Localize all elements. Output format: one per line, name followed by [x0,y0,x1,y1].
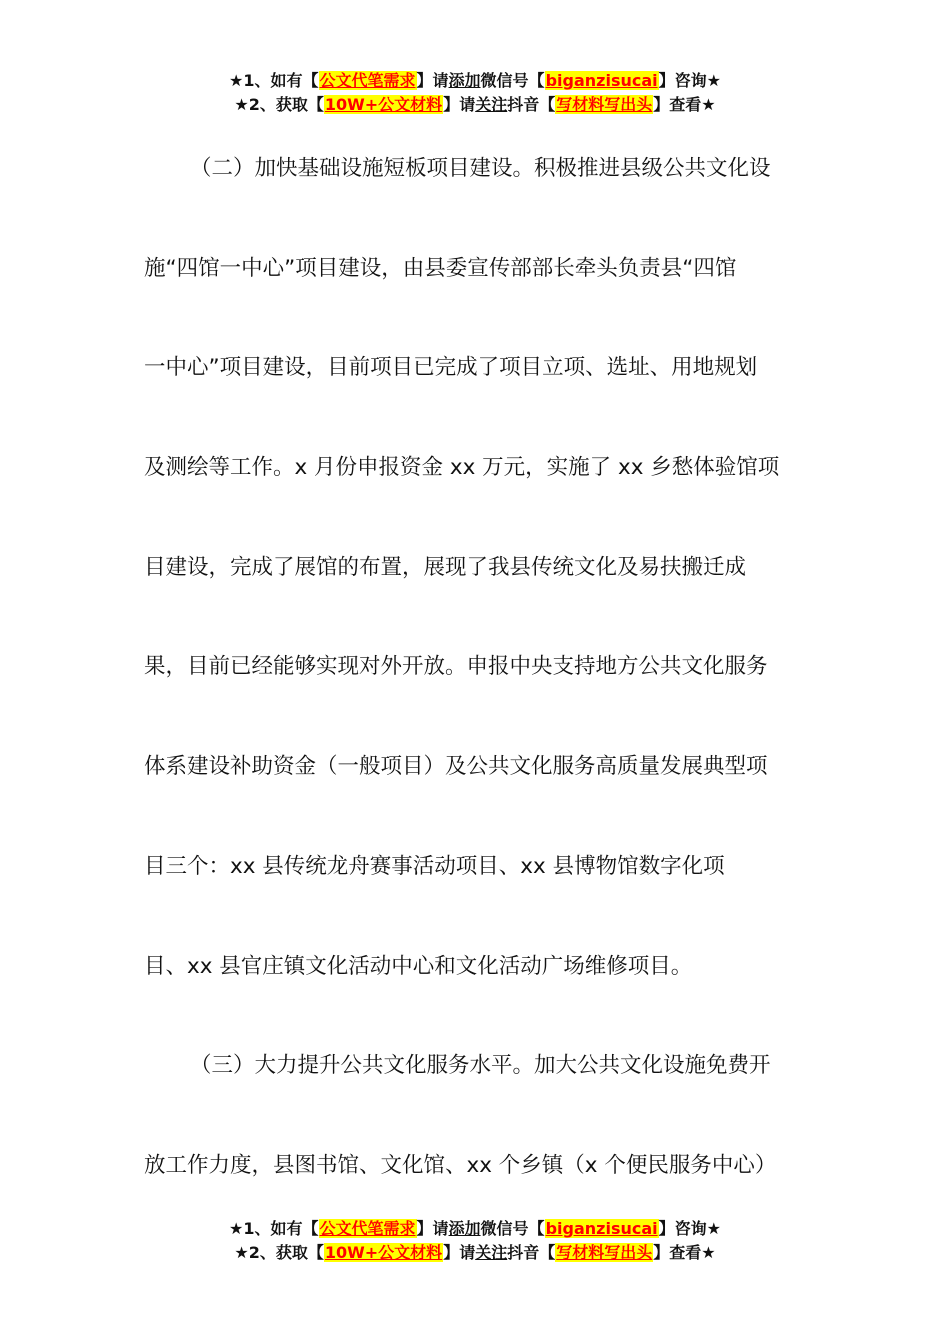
highlight-wechat-id: biganzisucai [545,1219,658,1238]
document-body [144,119,794,1216]
paragraph-line: 施“四馆一中心”项目建设，由县委宣传部部长牵头负责县“四馆 [144,255,737,281]
paragraph-line: （三）大力提升公共文化服务水平。加大公共文化设施免费开 [190,1053,771,1079]
highlight-douyin-account: 写材料写出头 [556,1243,653,1262]
banner-line-1: ★1、如有【公文代笔需求】请添加微信号【biganzisucai】咨询★ [229,71,721,90]
banner-line-1: ★1、如有【公文代笔需求】请添加微信号【biganzisucai】咨询★ [229,1219,721,1238]
paragraph-line: 及测绘等工作。x 月份申报资金 xx 万元，实施了 xx 乡愁体验馆项 [144,455,780,481]
highlight-materials: 10W+公文材料 [324,1243,443,1262]
highlight-materials: 10W+公文材料 [324,95,443,114]
paragraph-line: 目三个：xx 县传统龙舟赛事活动项目、xx 县博物馆数字化项 [144,853,725,879]
star-icon: ★ [701,95,716,114]
paragraph-line: 放工作力度，县图书馆、文化馆、xx 个乡镇（x 个便民服务中心） [144,1152,777,1178]
footer-banner [0,1217,950,1265]
star-icon: ★ [701,1243,716,1262]
star-icon: ★ [229,1219,244,1238]
banner-line-2: ★2、获取【10W+公文材料】请关注抖音【写材料写出头】查看★ [234,95,716,114]
paragraph-line: 目、xx 县官庄镇文化活动中心和文化活动广场维修项目。 [144,953,693,979]
banner-line-2: ★2、获取【10W+公文材料】请关注抖音【写材料写出头】查看★ [234,1243,716,1262]
highlight-service: 公文代笔需求 [319,71,416,90]
paragraph-line: 果，目前已经能够实现对外开放。申报中央支持地方公共文化服务 [144,654,768,680]
star-icon: ★ [234,1243,249,1262]
highlight-service: 公文代笔需求 [319,1219,416,1238]
paragraph-line: （二）加快基础设施短板项目建设。积极推进县级公共文化设 [190,156,771,181]
star-icon: ★ [706,1219,721,1238]
star-icon: ★ [706,71,721,90]
header-banner [0,69,950,117]
highlight-wechat-id: biganzisucai [545,71,658,90]
star-icon: ★ [234,95,249,114]
highlight-douyin-account: 写材料写出头 [556,95,653,114]
paragraph-line: 目建设，完成了展馆的布置，展现了我县传统文化及易扶搬迁成 [144,554,747,580]
paragraph-line: 体系建设补助资金（一般项目）及公共文化服务高质量发展典型项 [144,754,768,780]
star-icon: ★ [229,71,244,90]
paragraph-line: 一中心”项目建设，目前项目已完成了项目立项、选址、用地规划 [144,355,758,381]
